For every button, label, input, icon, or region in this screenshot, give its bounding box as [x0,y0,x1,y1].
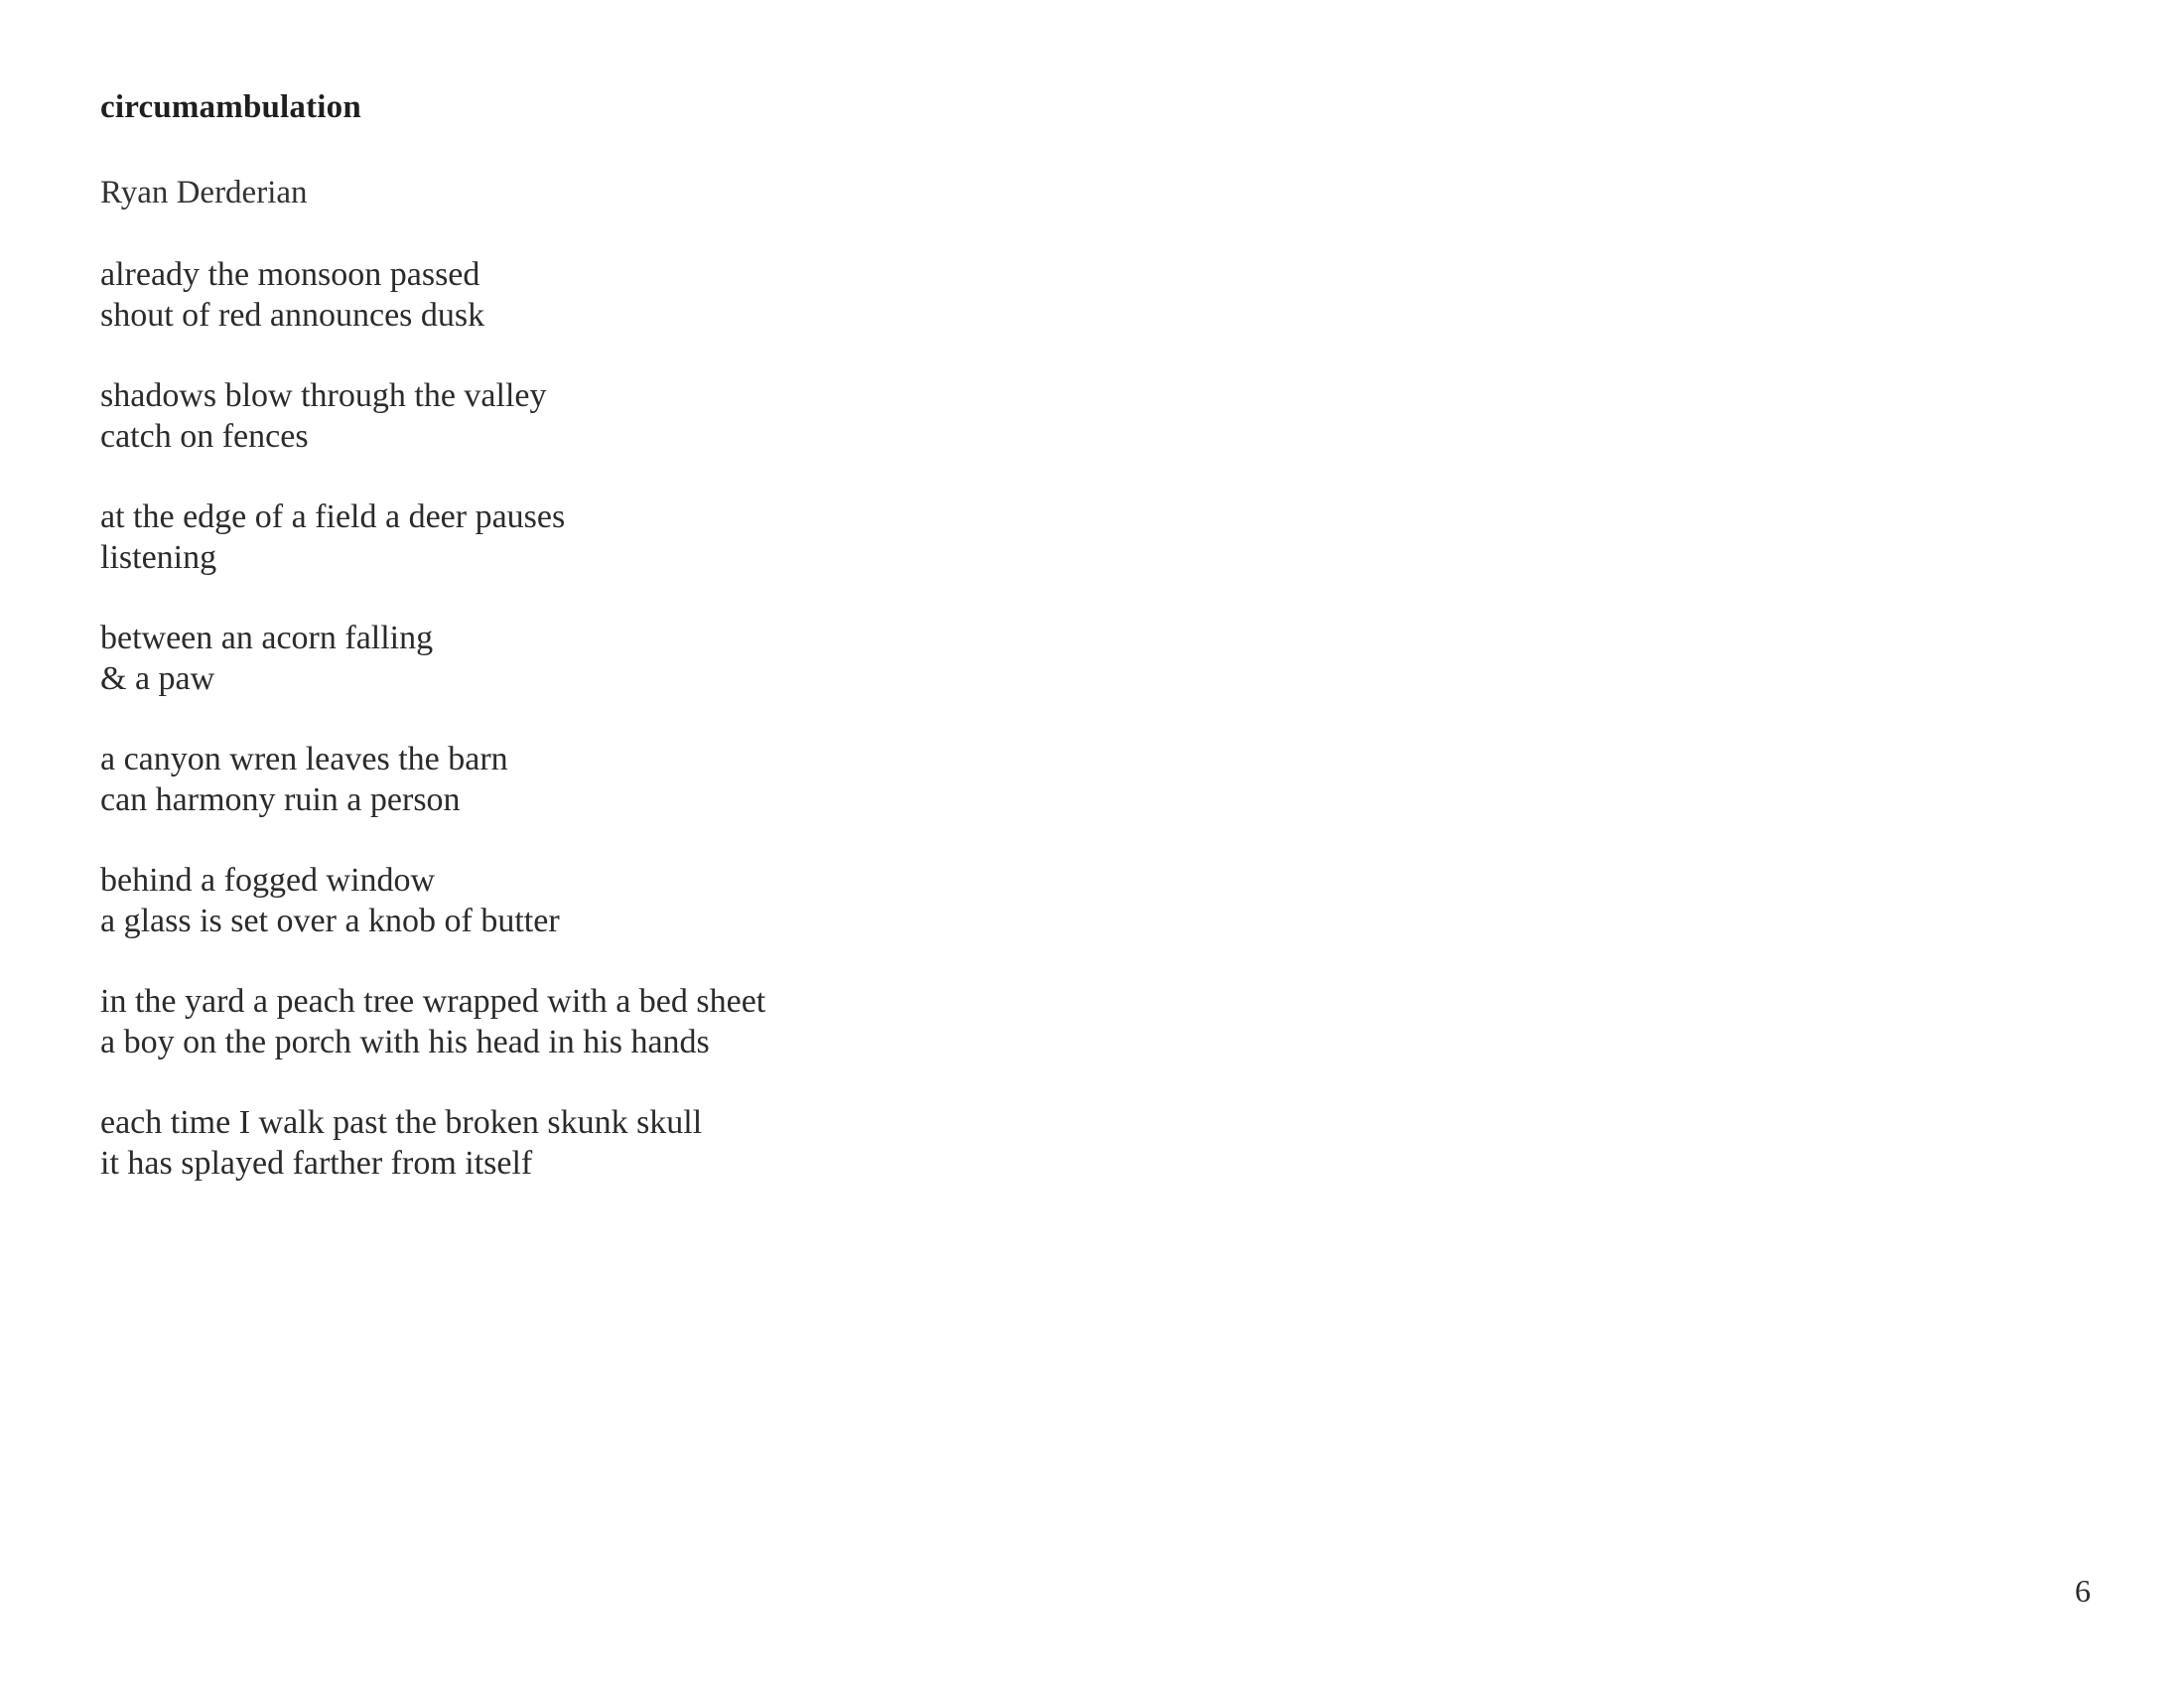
poem-line: a boy on the porch with his head in his hands [100,1024,710,1060]
page-number: 6 [2075,1573,2091,1609]
poem-line: between an acorn falling [100,620,434,656]
poem-line: it has splayed farther from itself [100,1145,533,1182]
poem-line: already the monsoon passed [100,256,480,293]
poem-line: can harmony ruin a person [100,781,461,818]
poem-line: shadows blow through the valley [100,377,547,414]
poem-line: catch on fences [100,418,309,455]
poem-line: shout of red announces dusk [100,297,485,334]
poem-line: in the yard a peach tree wrapped with a bed sheet [100,983,766,1020]
poem-line: behind a fogged window [100,862,436,899]
stanza [100,375,1292,457]
stanza [100,496,1292,578]
poem-line: each time I walk past the broken skunk skull [100,1104,703,1141]
stanza [100,739,1292,820]
poem-line: a glass is set over a knob of butter [100,903,560,939]
stanza [100,254,1292,336]
poem-line: a canyon wren leaves the barn [100,741,508,777]
stanza [100,1102,1292,1184]
stanza [100,860,1292,941]
poem-line: listening [100,539,217,576]
poem-line: & a paw [100,660,215,697]
author-name: Ryan Derderian [100,175,308,211]
poem-body [100,254,1292,1223]
stanza [100,618,1292,699]
poem-title: circumambulation [100,89,361,125]
poem-line: at the edge of a field a deer pauses [100,498,566,535]
stanza [100,981,1292,1062]
